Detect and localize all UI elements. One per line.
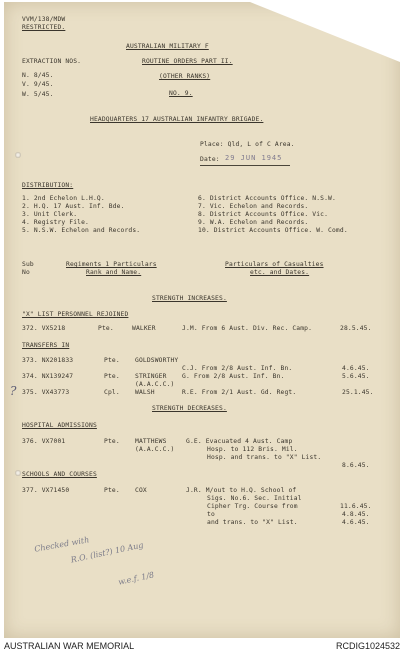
handwritten-note: Checked with xyxy=(33,535,90,554)
entry-number: 377. VX71450 xyxy=(22,487,70,494)
entry-rank: Pte. xyxy=(98,325,114,332)
entry-date: 25.1.45. xyxy=(342,389,374,396)
extraction-n: N. 8/45. xyxy=(22,72,54,79)
order-number: NO. 9. xyxy=(169,90,193,97)
extraction-w: W. 5/45. xyxy=(22,91,54,98)
date-label: Date: xyxy=(200,156,220,163)
entry-text: G.E. Evacuated 4 Aust. Camp xyxy=(186,438,293,445)
column-regt: Regiments 1 Particulars xyxy=(66,261,157,268)
column-casualties: Particulars of Casualties xyxy=(225,261,324,268)
other-ranks: (OTHER RANKS) xyxy=(159,73,211,80)
section-x-list: "X" LIST PERSONNEL REJOINED xyxy=(22,311,129,318)
distribution-item: 8. District Accounts Office. Vic. xyxy=(198,211,329,218)
ref-number: VVM/138/MDW xyxy=(22,16,66,23)
entry-text: J.R. M/out to H.Q. School of xyxy=(186,487,297,494)
entry-number: 374. NX139247 xyxy=(22,373,74,380)
entry-text: C.J. From 2/8 Aust. Inf. Bn. xyxy=(182,365,293,372)
entry-name: WALSH xyxy=(135,389,155,396)
entry-text: Hosp. to 112 Bris. Mil. xyxy=(207,446,298,453)
entry-rank: Pte. xyxy=(104,373,120,380)
distribution-item: 10. District Accounts Office. W. Comd. xyxy=(198,227,348,234)
distribution-item: 2. H.Q. 17 Aust. Inf. Bde. xyxy=(22,203,125,210)
entry-text: J.M. From 6 Aust. Div. Rec. Camp. xyxy=(182,325,313,332)
entry-date: 4.6.45. xyxy=(342,365,370,372)
distribution-item: 3. Unit Clerk. xyxy=(22,211,78,218)
entry-number: 376. VX7001 xyxy=(22,438,66,445)
column-sub: Sub xyxy=(22,261,34,268)
entry-date: 8.6.45. xyxy=(342,462,370,469)
entry-date: 4.6.45. xyxy=(342,519,370,526)
footer-id: RCDIG1024532 xyxy=(335,641,400,651)
distribution-item: 5. N.S.W. Echelon and Records. xyxy=(22,227,141,234)
distribution-item: 6. District Accounts Office. N.S.W. xyxy=(198,195,336,202)
distribution-item: 9. W.A. Echelon and Records. xyxy=(198,219,309,226)
handwritten-note: w.e.f. 1/8 xyxy=(117,570,155,587)
distribution-item: 1. 2nd Echelon L.H.Q. xyxy=(22,195,105,202)
entry-name: STRINGER xyxy=(135,373,167,380)
column-dates: etc. and Dates. xyxy=(250,269,310,276)
section-strength-increases: STRENGTH INCREASES. xyxy=(152,295,227,302)
entry-rank: Pte. xyxy=(104,357,120,364)
document-page xyxy=(4,2,400,638)
entry-name: COX xyxy=(135,487,147,494)
entry-text: and trans. to "X" List. xyxy=(207,519,298,526)
entry-text: Sigs. No.6. Sec. Initial xyxy=(207,495,302,502)
distribution-item: 7. Vic. Echelon and Records. xyxy=(198,203,309,210)
routine-orders-title: ROUTINE ORDERS PART II. xyxy=(142,58,233,65)
entry-date: 11.6.45. xyxy=(340,503,372,510)
question-mark-annotation: ? xyxy=(10,384,17,398)
column-rank-name: Rank and Name. xyxy=(86,269,142,276)
date-stamp: 29 JUN 1945 xyxy=(225,154,283,162)
entry-rank: Pte. xyxy=(104,438,120,445)
punch-hole xyxy=(15,470,21,476)
section-schools: SCHOOLS AND COURSES xyxy=(22,471,97,478)
entry-name: GOLDSWORTHY xyxy=(135,357,179,364)
entry-rank: Pte. xyxy=(104,487,120,494)
hq-title: HEADQUARTERS 17 AUSTRALIAN INFANTRY BRIGADE. xyxy=(90,116,264,123)
entry-name: WALKER xyxy=(132,325,156,332)
entry-text: G. From 2/8 Aust. Inf. Bn. xyxy=(182,373,285,380)
extraction-label: EXTRACTION NOS. xyxy=(22,58,82,65)
entry-rank: Cpl. xyxy=(104,389,120,396)
section-hospital: HOSPITAL ADMISSIONS xyxy=(22,422,97,429)
entry-number: 372. VX5218 xyxy=(22,325,66,332)
section-transfers: TRANSFERS IN xyxy=(22,342,70,349)
entry-date: 5.6.45. xyxy=(342,373,370,380)
distribution-item: 4. Registry File. xyxy=(22,219,89,226)
punch-hole xyxy=(15,152,21,158)
entry-number: 375. VX43773 xyxy=(22,389,70,396)
entry-date: 4.8.45. xyxy=(342,511,370,518)
org-title: AUSTRALIAN MILITARY F xyxy=(126,43,209,50)
entry-date: 28.5.45. xyxy=(340,325,372,332)
entry-text: Cipher Trg. Course from xyxy=(207,503,298,510)
entry-corps: (A.A.C.C.) xyxy=(135,381,175,388)
handwritten-note: R.O. (list?) 10 Aug xyxy=(69,540,145,565)
distribution-title: DISTRIBUTION: xyxy=(22,182,74,189)
entry-corps: (A.A.C.C.) xyxy=(135,446,175,453)
torn-corner xyxy=(250,2,400,62)
extraction-v: V. 9/45. xyxy=(22,81,54,88)
place-line: Place: Qld, L of C Area. xyxy=(200,141,295,148)
section-strength-decreases: STRENGTH DECREASES. xyxy=(152,405,227,412)
entry-name: MATTHEWS xyxy=(135,438,167,445)
date-underline xyxy=(200,165,290,166)
entry-text: to xyxy=(207,511,215,518)
footer-credit: AUSTRALIAN WAR MEMORIAL xyxy=(4,641,135,651)
entry-number: 373. NX201833 xyxy=(22,357,74,364)
restricted-label: RESTRICTED. xyxy=(22,24,66,31)
entry-text: R.E. From 2/1 Aust. Gd. Regt. xyxy=(182,389,297,396)
column-no: No xyxy=(22,269,30,276)
entry-text: Hosp. and trans. to "X" List. xyxy=(207,454,322,461)
